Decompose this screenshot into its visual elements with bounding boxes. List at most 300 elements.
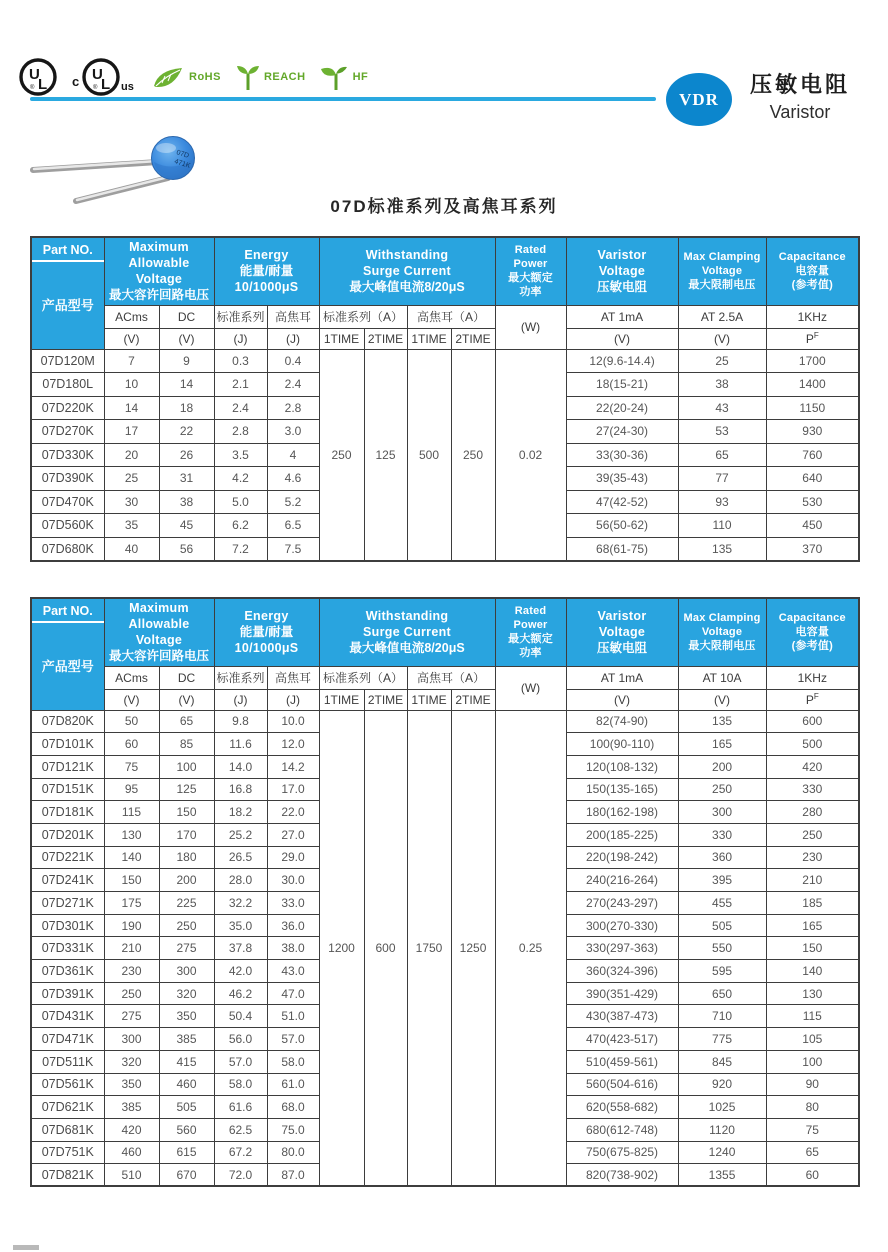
header-varistor-voltage: Varistor Voltage 压敏电阻 <box>566 598 678 666</box>
energy-high-joule-cell: 3.0 <box>267 420 319 444</box>
svg-text:07D: 07D <box>175 149 190 160</box>
acms-voltage-cell: 75 <box>104 755 159 778</box>
unit-1time: 1TIME <box>319 689 364 710</box>
energy-high-joule-cell: 33.0 <box>267 892 319 915</box>
capacitance-cell: 330 <box>766 778 859 801</box>
dc-voltage-cell: 22 <box>159 420 214 444</box>
spec-table-high-joule-series <box>30 597 860 1187</box>
brand-title-cn: 压敏电阻 <box>749 72 850 97</box>
acms-voltage-cell: 50 <box>104 710 159 733</box>
clamping-voltage-cell: 25 <box>678 349 766 373</box>
part-number-cell: 07D680K <box>31 537 104 561</box>
acms-voltage-cell: 510 <box>104 1164 159 1187</box>
varistor-voltage-cell: 430(387-473) <box>566 1005 678 1028</box>
varistor-voltage-cell: 56(50-62) <box>566 514 678 538</box>
part-number-cell: 07D331K <box>31 937 104 960</box>
acms-voltage-cell: 320 <box>104 1050 159 1073</box>
part-number-cell: 07D120M <box>31 349 104 373</box>
dc-voltage-cell: 225 <box>159 892 214 915</box>
dc-voltage-cell: 31 <box>159 467 214 491</box>
dc-voltage-cell: 170 <box>159 823 214 846</box>
clamping-voltage-cell: 775 <box>678 1028 766 1051</box>
subheader-watt: (W) <box>495 305 566 349</box>
acms-voltage-cell: 30 <box>104 490 159 514</box>
dc-voltage-cell: 200 <box>159 869 214 892</box>
header-max-clamping-voltage: Max Clamping Voltage 最大限制电压 <box>678 598 766 666</box>
clamping-voltage-cell: 110 <box>678 514 766 538</box>
clamping-voltage-cell: 135 <box>678 710 766 733</box>
capacitance-cell: 420 <box>766 755 859 778</box>
energy-high-joule-cell: 4 <box>267 443 319 467</box>
subheader-1khz: 1KHz <box>766 305 859 328</box>
energy-standard-cell: 35.0 <box>214 914 267 937</box>
header-capacitance: Capacitance 电容量 (参考值) <box>766 598 859 666</box>
clamping-voltage-cell: 93 <box>678 490 766 514</box>
dc-voltage-cell: 180 <box>159 846 214 869</box>
subheader-at-1ma: AT 1mA <box>566 666 678 689</box>
subheader-high-joule: 高焦耳 <box>267 305 319 328</box>
table-row <box>31 349 859 373</box>
svg-text:®: ® <box>93 85 98 91</box>
energy-high-joule-cell: 80.0 <box>267 1141 319 1164</box>
energy-standard-cell: 9.8 <box>214 710 267 733</box>
dc-voltage-cell: 125 <box>159 778 214 801</box>
energy-standard-cell: 18.2 <box>214 801 267 824</box>
dc-voltage-cell: 275 <box>159 937 214 960</box>
header-divider-line <box>30 97 656 101</box>
energy-high-joule-cell: 75.0 <box>267 1118 319 1141</box>
dc-voltage-cell: 460 <box>159 1073 214 1096</box>
part-number-cell: 07D560K <box>31 514 104 538</box>
unit-2time: 2TIME <box>364 328 407 349</box>
clamping-voltage-cell: 135 <box>678 537 766 561</box>
energy-standard-cell: 25.2 <box>214 823 267 846</box>
vdr-logo-text: VDR <box>679 89 719 109</box>
acms-voltage-cell: 420 <box>104 1118 159 1141</box>
varistor-voltage-cell: 560(504-616) <box>566 1073 678 1096</box>
energy-standard-cell: 56.0 <box>214 1028 267 1051</box>
subheader-high-joule: 高焦耳 <box>267 666 319 689</box>
brand-block <box>748 68 852 123</box>
part-number-cell: 07D201K <box>31 823 104 846</box>
capacitance-cell: 1400 <box>766 373 859 397</box>
energy-standard-cell: 50.4 <box>214 1005 267 1028</box>
energy-high-joule-cell: 14.2 <box>267 755 319 778</box>
energy-standard-cell: 3.5 <box>214 443 267 467</box>
surge-standard-2time-cell: 600 <box>364 710 407 1186</box>
reach-sprout-icon <box>235 62 261 92</box>
energy-standard-cell: 67.2 <box>214 1141 267 1164</box>
part-number-cell: 07D220K <box>31 396 104 420</box>
subheader-std-series-a: 标准系列（A） <box>319 666 407 689</box>
varistor-voltage-cell: 620(558-682) <box>566 1096 678 1119</box>
clamping-voltage-cell: 650 <box>678 982 766 1005</box>
unit-1time: 1TIME <box>319 328 364 349</box>
varistor-voltage-cell: 22(20-24) <box>566 396 678 420</box>
energy-standard-cell: 58.0 <box>214 1073 267 1096</box>
energy-standard-cell: 57.0 <box>214 1050 267 1073</box>
varistor-voltage-cell: 18(15-21) <box>566 373 678 397</box>
acms-voltage-cell: 140 <box>104 846 159 869</box>
reach-label: REACH <box>263 71 306 83</box>
acms-voltage-cell: 14 <box>104 396 159 420</box>
unit-j: (J) <box>267 689 319 710</box>
capacitance-cell: 530 <box>766 490 859 514</box>
header-part-no: Part NO. 产品型号 <box>31 598 104 710</box>
header-varistor-voltage: Varistor Voltage 压敏电阻 <box>566 237 678 305</box>
varistor-voltage-cell: 47(42-52) <box>566 490 678 514</box>
surge-standard-1time-cell: 250 <box>319 349 364 561</box>
energy-high-joule-cell: 29.0 <box>267 846 319 869</box>
spec-table-standard-series <box>30 236 860 562</box>
surge-standard-1time-cell: 1200 <box>319 710 364 1186</box>
clamping-voltage-cell: 43 <box>678 396 766 420</box>
energy-high-joule-cell: 61.0 <box>267 1073 319 1096</box>
surge-high-joule-2time-cell: 250 <box>451 349 495 561</box>
part-number-cell: 07D390K <box>31 467 104 491</box>
subheader-at-1ma: AT 1mA <box>566 305 678 328</box>
part-number-cell: 07D361K <box>31 960 104 983</box>
section-title: 07D标准系列及高焦耳系列 <box>330 197 558 216</box>
dc-voltage-cell: 9 <box>159 349 214 373</box>
energy-high-joule-cell: 2.4 <box>267 373 319 397</box>
unit-v: (V) <box>159 328 214 349</box>
surge-high-joule-1time-cell: 1750 <box>407 710 451 1186</box>
part-number-cell: 07D431K <box>31 1005 104 1028</box>
subheader-std-series: 标准系列 <box>214 305 267 328</box>
clamping-voltage-cell: 200 <box>678 755 766 778</box>
part-number-cell: 07D821K <box>31 1164 104 1187</box>
acms-voltage-cell: 190 <box>104 914 159 937</box>
cul-us-logo-icon <box>72 56 138 98</box>
unit-2time: 2TIME <box>451 328 495 349</box>
dc-voltage-cell: 615 <box>159 1141 214 1164</box>
part-number-cell: 07D391K <box>31 982 104 1005</box>
dc-voltage-cell: 560 <box>159 1118 214 1141</box>
certification-logos <box>18 52 368 102</box>
clamping-voltage-cell: 505 <box>678 914 766 937</box>
capacitance-cell: 130 <box>766 982 859 1005</box>
header-capacitance: Capacitance 电容量 (参考值) <box>766 237 859 305</box>
svg-text:U: U <box>92 66 103 83</box>
energy-high-joule-cell: 58.0 <box>267 1050 319 1073</box>
acms-voltage-cell: 115 <box>104 801 159 824</box>
capacitance-cell: 370 <box>766 537 859 561</box>
dc-voltage-cell: 320 <box>159 982 214 1005</box>
capacitance-cell: 230 <box>766 846 859 869</box>
part-number-cell: 07D330K <box>31 443 104 467</box>
svg-text:c: c <box>72 74 80 89</box>
energy-high-joule-cell: 51.0 <box>267 1005 319 1028</box>
energy-standard-cell: 2.4 <box>214 396 267 420</box>
dc-voltage-cell: 26 <box>159 443 214 467</box>
part-number-cell: 07D301K <box>31 914 104 937</box>
varistor-voltage-cell: 33(30-36) <box>566 443 678 467</box>
energy-high-joule-cell: 0.4 <box>267 349 319 373</box>
part-number-cell: 07D511K <box>31 1050 104 1073</box>
capacitance-cell: 280 <box>766 801 859 824</box>
energy-high-joule-cell: 17.0 <box>267 778 319 801</box>
svg-text:us: us <box>121 81 134 93</box>
acms-voltage-cell: 25 <box>104 467 159 491</box>
rated-power-cell: 0.02 <box>495 349 566 561</box>
unit-v: (V) <box>104 328 159 349</box>
acms-voltage-cell: 230 <box>104 960 159 983</box>
energy-standard-cell: 6.2 <box>214 514 267 538</box>
dc-voltage-cell: 100 <box>159 755 214 778</box>
energy-standard-cell: 42.0 <box>214 960 267 983</box>
dc-voltage-cell: 85 <box>159 733 214 756</box>
dc-voltage-cell: 350 <box>159 1005 214 1028</box>
unit-j: (J) <box>214 689 267 710</box>
subheader-dc: DC <box>159 666 214 689</box>
capacitance-cell: 105 <box>766 1028 859 1051</box>
clamping-voltage-cell: 395 <box>678 869 766 892</box>
part-number-cell: 07D471K <box>31 1028 104 1051</box>
svg-text:U: U <box>29 66 40 83</box>
subheader-at-clamp: AT 2.5A <box>678 305 766 328</box>
header-max-allowable-voltage: Maximum Allowable Voltage 最大容许回路电压 <box>104 237 214 305</box>
header-withstanding-surge-current: Withstanding Surge Current 最大峰值电流8/20μS <box>319 598 495 666</box>
clamping-voltage-cell: 1240 <box>678 1141 766 1164</box>
capacitance-cell: 80 <box>766 1096 859 1119</box>
part-number-cell: 07D121K <box>31 755 104 778</box>
energy-standard-cell: 2.8 <box>214 420 267 444</box>
capacitance-cell: 100 <box>766 1050 859 1073</box>
capacitance-cell: 1700 <box>766 349 859 373</box>
energy-standard-cell: 46.2 <box>214 982 267 1005</box>
energy-standard-cell: 2.1 <box>214 373 267 397</box>
unit-1time: 1TIME <box>407 689 451 710</box>
reach-badge <box>235 62 306 92</box>
capacitance-cell: 1150 <box>766 396 859 420</box>
ul-logo-icon <box>18 56 58 98</box>
capacitance-cell: 185 <box>766 892 859 915</box>
capacitance-cell: 500 <box>766 733 859 756</box>
part-number-cell: 07D270K <box>31 420 104 444</box>
varistor-voltage-cell: 12(9.6-14.4) <box>566 349 678 373</box>
surge-high-joule-2time-cell: 1250 <box>451 710 495 1186</box>
capacitance-cell: 115 <box>766 1005 859 1028</box>
unit-2time: 2TIME <box>364 689 407 710</box>
page-corner-mark <box>13 1245 39 1250</box>
rohs-badge <box>152 64 221 90</box>
unit-pf: $P^F$ <box>766 328 859 349</box>
brand-title-en: Varistor <box>769 102 831 122</box>
hf-label: HF <box>352 71 369 83</box>
header-rated-power: Rated Power 最大额定 功率 <box>495 237 566 305</box>
header-part-no: Part NO. 产品型号 <box>31 237 104 349</box>
dc-voltage-cell: 56 <box>159 537 214 561</box>
acms-voltage-cell: 60 <box>104 733 159 756</box>
hf-sprout-icon <box>320 62 350 92</box>
acms-voltage-cell: 275 <box>104 1005 159 1028</box>
energy-standard-cell: 5.0 <box>214 490 267 514</box>
svg-text:471K: 471K <box>173 158 192 170</box>
varistor-voltage-cell: 200(185-225) <box>566 823 678 846</box>
capacitance-cell: 450 <box>766 514 859 538</box>
subheader-acms: ACms <box>104 305 159 328</box>
dc-voltage-cell: 150 <box>159 801 214 824</box>
varistor-voltage-cell: 390(351-429) <box>566 982 678 1005</box>
part-number-cell: 07D181K <box>31 801 104 824</box>
part-number-cell: 07D221K <box>31 846 104 869</box>
varistor-voltage-cell: 220(198-242) <box>566 846 678 869</box>
energy-high-joule-cell: 68.0 <box>267 1096 319 1119</box>
part-number-cell: 07D241K <box>31 869 104 892</box>
part-number-cell: 07D621K <box>31 1096 104 1119</box>
unit-j: (J) <box>214 328 267 349</box>
varistor-voltage-cell: 39(35-43) <box>566 467 678 491</box>
unit-v: (V) <box>678 689 766 710</box>
acms-voltage-cell: 385 <box>104 1096 159 1119</box>
capacitance-cell: 165 <box>766 914 859 937</box>
energy-high-joule-cell: 47.0 <box>267 982 319 1005</box>
clamping-voltage-cell: 38 <box>678 373 766 397</box>
energy-high-joule-cell: 10.0 <box>267 710 319 733</box>
hf-badge <box>320 62 369 92</box>
capacitance-cell: 250 <box>766 823 859 846</box>
svg-text:L: L <box>101 76 111 93</box>
acms-voltage-cell: 150 <box>104 869 159 892</box>
capacitance-cell: 930 <box>766 420 859 444</box>
varistor-voltage-cell: 180(162-198) <box>566 801 678 824</box>
clamping-voltage-cell: 1025 <box>678 1096 766 1119</box>
energy-standard-cell: 72.0 <box>214 1164 267 1187</box>
part-number-cell: 07D820K <box>31 710 104 733</box>
dc-voltage-cell: 415 <box>159 1050 214 1073</box>
acms-voltage-cell: 40 <box>104 537 159 561</box>
dc-voltage-cell: 505 <box>159 1096 214 1119</box>
energy-high-joule-cell: 57.0 <box>267 1028 319 1051</box>
subheader-high-joule-a: 高焦耳（A） <box>407 305 495 328</box>
energy-standard-cell: 0.3 <box>214 349 267 373</box>
energy-standard-cell: 61.6 <box>214 1096 267 1119</box>
subheader-acms: ACms <box>104 666 159 689</box>
varistor-voltage-cell: 82(74-90) <box>566 710 678 733</box>
vdr-logo <box>666 73 732 126</box>
unit-v: (V) <box>159 689 214 710</box>
acms-voltage-cell: 250 <box>104 982 159 1005</box>
energy-high-joule-cell: 36.0 <box>267 914 319 937</box>
varistor-voltage-cell: 120(108-132) <box>566 755 678 778</box>
clamping-voltage-cell: 250 <box>678 778 766 801</box>
energy-high-joule-cell: 27.0 <box>267 823 319 846</box>
energy-high-joule-cell: 6.5 <box>267 514 319 538</box>
energy-standard-cell: 4.2 <box>214 467 267 491</box>
energy-standard-cell: 28.0 <box>214 869 267 892</box>
varistor-voltage-cell: 300(270-330) <box>566 914 678 937</box>
capacitance-cell: 60 <box>766 1164 859 1187</box>
dc-voltage-cell: 18 <box>159 396 214 420</box>
header-rated-power: Rated Power 最大额定 功率 <box>495 598 566 666</box>
dc-voltage-cell: 38 <box>159 490 214 514</box>
rated-power-cell: 0.25 <box>495 710 566 1186</box>
subheader-std-series: 标准系列 <box>214 666 267 689</box>
dc-voltage-cell: 385 <box>159 1028 214 1051</box>
energy-high-joule-cell: 7.5 <box>267 537 319 561</box>
unit-pf: $P^F$ <box>766 689 859 710</box>
capacitance-cell: 140 <box>766 960 859 983</box>
part-number-cell: 07D271K <box>31 892 104 915</box>
subheader-std-series-a: 标准系列（A） <box>319 305 407 328</box>
acms-voltage-cell: 210 <box>104 937 159 960</box>
varistor-voltage-cell: 270(243-297) <box>566 892 678 915</box>
energy-high-joule-cell: 30.0 <box>267 869 319 892</box>
subheader-high-joule-a: 高焦耳（A） <box>407 666 495 689</box>
acms-voltage-cell: 20 <box>104 443 159 467</box>
varistor-voltage-cell: 360(324-396) <box>566 960 678 983</box>
part-number-cell: 07D180L <box>31 373 104 397</box>
varistor-voltage-cell: 68(61-75) <box>566 537 678 561</box>
varistor-voltage-cell: 680(612-748) <box>566 1118 678 1141</box>
acms-voltage-cell: 95 <box>104 778 159 801</box>
header-energy: Energy 能量/耐量 10/1000μS <box>214 598 319 666</box>
acms-voltage-cell: 10 <box>104 373 159 397</box>
subheader-dc: DC <box>159 305 214 328</box>
unit-j: (J) <box>267 328 319 349</box>
varistor-voltage-cell: 820(738-902) <box>566 1164 678 1187</box>
part-number-cell: 07D101K <box>31 733 104 756</box>
acms-voltage-cell: 350 <box>104 1073 159 1096</box>
part-number-cell: 07D751K <box>31 1141 104 1164</box>
capacitance-cell: 90 <box>766 1073 859 1096</box>
capacitance-cell: 150 <box>766 937 859 960</box>
varistor-voltage-cell: 150(135-165) <box>566 778 678 801</box>
varistor-voltage-cell: 100(90-110) <box>566 733 678 756</box>
clamping-voltage-cell: 65 <box>678 443 766 467</box>
clamping-voltage-cell: 1355 <box>678 1164 766 1187</box>
unit-v: (V) <box>566 689 678 710</box>
clamping-voltage-cell: 595 <box>678 960 766 983</box>
dc-voltage-cell: 45 <box>159 514 214 538</box>
rohs-label: RoHS <box>189 71 221 83</box>
acms-voltage-cell: 35 <box>104 514 159 538</box>
capacitance-cell: 65 <box>766 1141 859 1164</box>
capacitance-cell: 760 <box>766 443 859 467</box>
clamping-voltage-cell: 77 <box>678 467 766 491</box>
energy-high-joule-cell: 22.0 <box>267 801 319 824</box>
header-withstanding-surge-current: Withstanding Surge Current 最大峰值电流8/20μS <box>319 237 495 305</box>
acms-voltage-cell: 175 <box>104 892 159 915</box>
energy-standard-cell: 7.2 <box>214 537 267 561</box>
energy-high-joule-cell: 5.2 <box>267 490 319 514</box>
clamping-voltage-cell: 360 <box>678 846 766 869</box>
clamping-voltage-cell: 330 <box>678 823 766 846</box>
subheader-1khz: 1KHz <box>766 666 859 689</box>
rohs-leaf-icon <box>152 64 186 90</box>
energy-standard-cell: 16.8 <box>214 778 267 801</box>
clamping-voltage-cell: 845 <box>678 1050 766 1073</box>
capacitance-cell: 210 <box>766 869 859 892</box>
header-energy: Energy 能量/耐量 10/1000μS <box>214 237 319 305</box>
svg-text:®: ® <box>30 85 35 91</box>
clamping-voltage-cell: 710 <box>678 1005 766 1028</box>
acms-voltage-cell: 7 <box>104 349 159 373</box>
energy-high-joule-cell: 43.0 <box>267 960 319 983</box>
unit-1time: 1TIME <box>407 328 451 349</box>
clamping-voltage-cell: 920 <box>678 1073 766 1096</box>
subheader-at-clamp: AT 10A <box>678 666 766 689</box>
svg-text:L: L <box>38 76 48 93</box>
clamping-voltage-cell: 300 <box>678 801 766 824</box>
dc-voltage-cell: 65 <box>159 710 214 733</box>
clamping-voltage-cell: 550 <box>678 937 766 960</box>
energy-high-joule-cell: 87.0 <box>267 1164 319 1187</box>
table-row <box>31 710 859 733</box>
subheader-watt: (W) <box>495 666 566 710</box>
energy-standard-cell: 26.5 <box>214 846 267 869</box>
